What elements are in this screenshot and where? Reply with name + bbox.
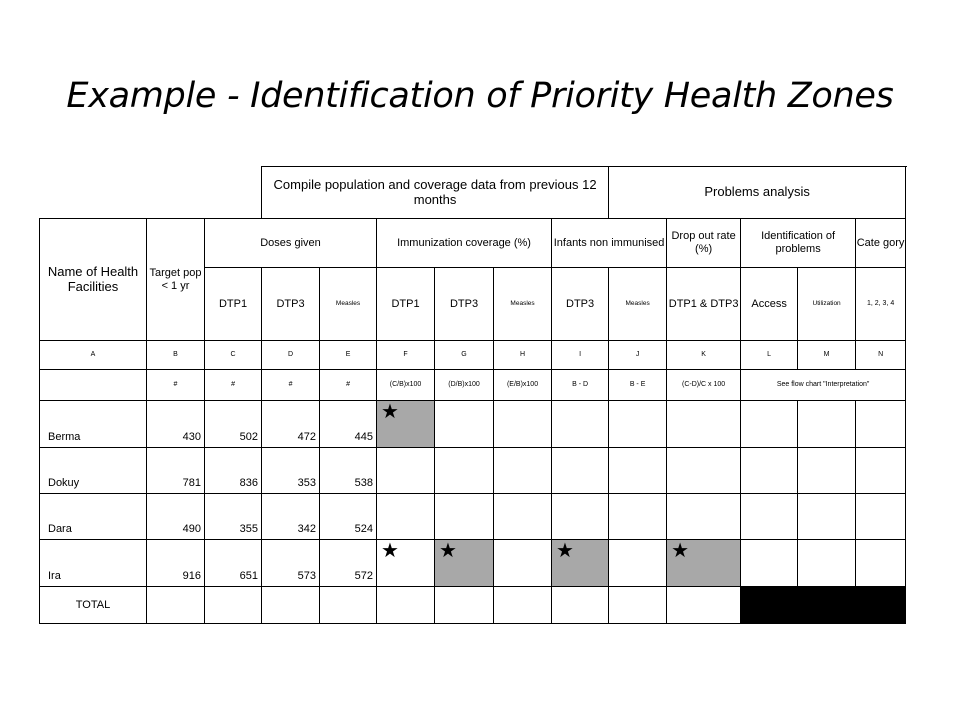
- empty-cell: [741, 540, 798, 587]
- empty-cell: [667, 401, 741, 448]
- formula-cell: (D/B)x100: [435, 370, 494, 401]
- header-target-pop: Target pop < 1 yr: [147, 219, 205, 341]
- empty-cell: [552, 494, 609, 540]
- blacked-out-cell: [856, 587, 906, 624]
- formulas-row: [40, 370, 906, 401]
- letter-cell: G: [435, 341, 494, 370]
- priority-cell: [435, 540, 494, 587]
- table-row-dara: [40, 494, 906, 540]
- sub-utilization: Utilization: [798, 268, 856, 341]
- empty-cell: [856, 448, 906, 494]
- formula-cell: B - E: [609, 370, 667, 401]
- empty-cell: [609, 587, 667, 624]
- dtp3-value: 353: [262, 448, 320, 494]
- header-problems-analysis: Problems analysis: [609, 167, 906, 219]
- letter-cell: N: [856, 341, 906, 370]
- empty-cell: [609, 448, 667, 494]
- formula-cell: (C/B)x100: [377, 370, 435, 401]
- target-pop-value: 781: [147, 448, 205, 494]
- facility-name: Ira: [40, 540, 147, 587]
- empty-cell: [798, 448, 856, 494]
- priority-zones-table: [39, 166, 906, 624]
- blacked-out-cell: [741, 587, 798, 624]
- empty-cell: [494, 587, 552, 624]
- letter-cell: A: [40, 341, 147, 370]
- empty-cell: [435, 494, 494, 540]
- header-name-of-facilities: Name of Health Facilities: [40, 219, 147, 341]
- formula-cell: #: [205, 370, 262, 401]
- sub-dropout-dtp1-dtp3: DTP1 & DTP3: [667, 268, 741, 341]
- sub-doses-measles: Measles: [320, 268, 377, 341]
- target-pop-value: 916: [147, 540, 205, 587]
- empty-cell: [667, 494, 741, 540]
- letter-cell: B: [147, 341, 205, 370]
- empty-cell: [552, 587, 609, 624]
- empty-cell: [494, 494, 552, 540]
- blank-corner: [40, 167, 262, 219]
- sub-doses-dtp3: DTP3: [262, 268, 320, 341]
- target-pop-value: 430: [147, 401, 205, 448]
- facility-name: Dara: [40, 494, 147, 540]
- formula-cell: #: [262, 370, 320, 401]
- empty-cell: [856, 401, 906, 448]
- empty-cell: [435, 448, 494, 494]
- facility-name: Dokuy: [40, 448, 147, 494]
- empty-cell: [798, 494, 856, 540]
- facility-name: Berma: [40, 401, 147, 448]
- priority-cell: [377, 540, 435, 587]
- measles-value: 445: [320, 401, 377, 448]
- empty-cell: [741, 401, 798, 448]
- empty-cell: [856, 540, 906, 587]
- empty-cell: [609, 401, 667, 448]
- empty-cell: [667, 448, 741, 494]
- letter-cell: I: [552, 341, 609, 370]
- star-icon: ★: [439, 539, 457, 562]
- star-icon: ★: [556, 539, 574, 562]
- sub-coverage-dtp1: DTP1: [377, 268, 435, 341]
- sub-doses-dtp1: DTP1: [205, 268, 262, 341]
- star-icon: ★: [381, 400, 399, 423]
- dtp3-value: 472: [262, 401, 320, 448]
- letter-cell: E: [320, 341, 377, 370]
- empty-cell: [798, 401, 856, 448]
- blacked-out-cell: [798, 587, 856, 624]
- letter-cell: C: [205, 341, 262, 370]
- empty-cell: [435, 401, 494, 448]
- dtp1-value: 502: [205, 401, 262, 448]
- sub-access: Access: [741, 268, 798, 341]
- empty-cell: [741, 494, 798, 540]
- dtp1-value: 355: [205, 494, 262, 540]
- dtp1-value: 836: [205, 448, 262, 494]
- letter-cell: F: [377, 341, 435, 370]
- header-identification-of-problems: Identification of problems: [741, 219, 856, 268]
- empty-cell: [435, 587, 494, 624]
- letter-cell: D: [262, 341, 320, 370]
- sub-infants-measles: Measles: [609, 268, 667, 341]
- letters-row: [40, 341, 906, 370]
- empty-cell: [494, 401, 552, 448]
- empty-cell: [494, 448, 552, 494]
- empty-cell: [377, 494, 435, 540]
- empty-cell: [609, 494, 667, 540]
- header-immunization-coverage: Immunization coverage (%): [377, 219, 552, 268]
- sub-category-values: 1, 2, 3, 4: [856, 268, 906, 341]
- empty-cell: [377, 587, 435, 624]
- letter-cell: M: [798, 341, 856, 370]
- empty-cell: [205, 587, 262, 624]
- measles-value: 524: [320, 494, 377, 540]
- empty-cell: [552, 401, 609, 448]
- empty-cell: [667, 587, 741, 624]
- sub-infants-dtp3: DTP3: [552, 268, 609, 341]
- target-pop-value: 490: [147, 494, 205, 540]
- dtp3-value: 573: [262, 540, 320, 587]
- sub-coverage-measles: Measles: [494, 268, 552, 341]
- letter-cell: H: [494, 341, 552, 370]
- empty-cell: [609, 540, 667, 587]
- empty-cell: [320, 587, 377, 624]
- dtp1-value: 651: [205, 540, 262, 587]
- measles-value: 572: [320, 540, 377, 587]
- priority-cell: [552, 540, 609, 587]
- dtp3-value: 342: [262, 494, 320, 540]
- table-row-berma: [40, 401, 906, 448]
- table-row-dokuy: [40, 448, 906, 494]
- formula-cell: #: [320, 370, 377, 401]
- priority-cell: [667, 540, 741, 587]
- empty-cell: [147, 587, 205, 624]
- star-icon: ★: [671, 539, 690, 562]
- page-title: Example - Identification of Priority Health Zones: [66, 76, 894, 116]
- header-infants-non-immunised: Infants non immunised: [552, 219, 667, 268]
- formula-cell-interpretation: See flow chart "Interpretation": [741, 370, 906, 401]
- formula-cell: (E/B)x100: [494, 370, 552, 401]
- total-label: TOTAL: [40, 587, 147, 624]
- empty-cell: [798, 540, 856, 587]
- formula-cell: #: [147, 370, 205, 401]
- letter-cell: L: [741, 341, 798, 370]
- sub-coverage-dtp3: DTP3: [435, 268, 494, 341]
- formula-cell-empty: [40, 370, 147, 401]
- header-category: Cate gory: [856, 219, 906, 268]
- header-dropout-rate: Drop out rate (%): [667, 219, 741, 268]
- star-icon: ★: [381, 539, 399, 562]
- header-compile: Compile population and coverage data from previous 12 months: [262, 167, 609, 219]
- empty-cell: [856, 494, 906, 540]
- letter-cell: J: [609, 341, 667, 370]
- formula-cell: B - D: [552, 370, 609, 401]
- table-row-ira: [40, 540, 906, 587]
- empty-cell: [494, 540, 552, 587]
- formula-cell: (C-D)/C x 100: [667, 370, 741, 401]
- letter-cell: K: [667, 341, 741, 370]
- measles-value: 538: [320, 448, 377, 494]
- empty-cell: [377, 448, 435, 494]
- header-doses-given: Doses given: [205, 219, 377, 268]
- table-row-total: [40, 587, 906, 624]
- empty-cell: [741, 448, 798, 494]
- empty-cell: [262, 587, 320, 624]
- empty-cell: [552, 448, 609, 494]
- priority-cell: [377, 401, 435, 448]
